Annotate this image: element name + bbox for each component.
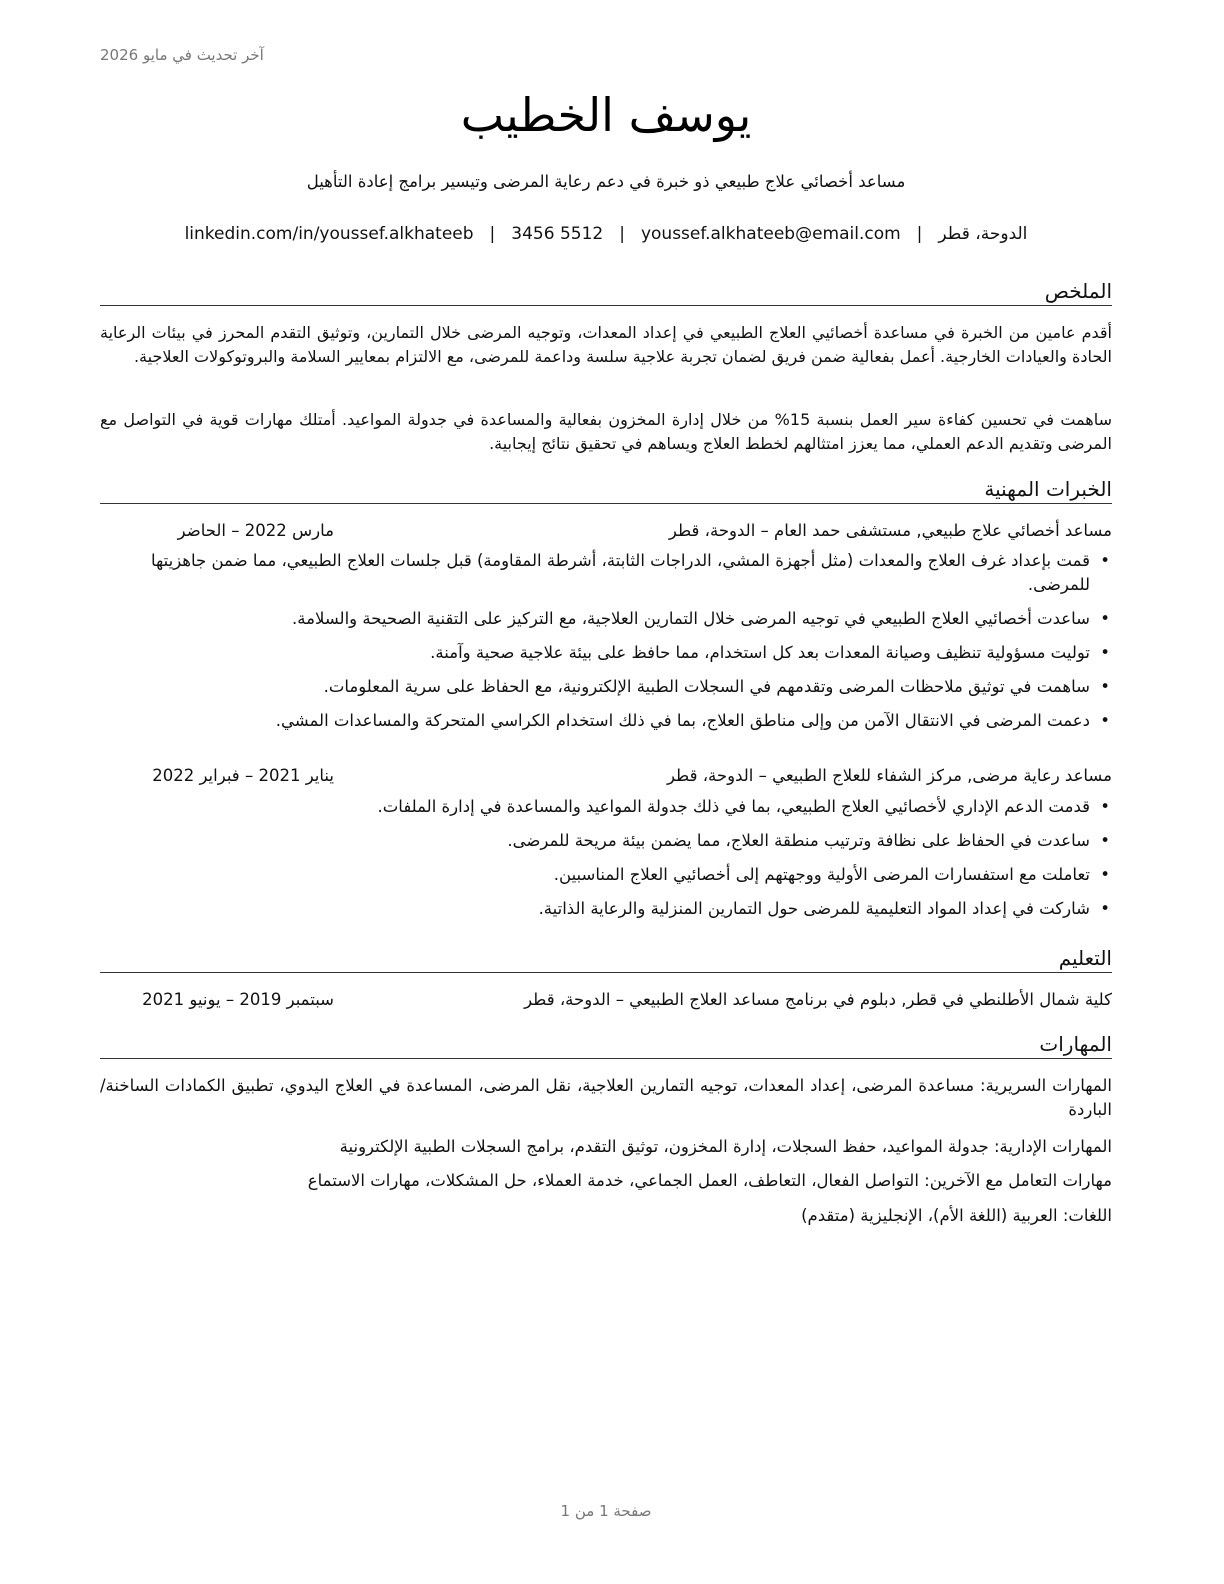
bullet-icon: • [1100, 831, 1110, 850]
skills-heading: المهارات [100, 1031, 1112, 1059]
job-dates: مارس 2022 – الحاضر [177, 521, 334, 540]
bullet-text: دعمت المرضى في الانتقال الآمن من وإلى مناطق العلاج، بما في ذلك استخدام الكراسي المتحركة والمساعدات المشي. [275, 711, 1090, 730]
list-item [100, 675, 1112, 699]
job-bullets [100, 549, 1112, 733]
bullet-icon: • [1100, 899, 1110, 918]
summary-paragraph: أقدم عامين من الخبرة في مساعدة أخصائيي العلاج الطبيعي في إعداد المعدات، وتوجيه المرضى خلال التمارين، وتوثيق التقدم المحرز في بيئات الرعاية الحادة والعيادات الخارجية. أعمل بفعالية ضمن فريق لضمان تجربة علاجية سلسة وداعمة للمرضى، مع الالتزام بمعايير السلامة والبروتوكولات العلاجية. [100, 323, 1112, 366]
bullet-icon: • [1100, 609, 1110, 628]
job-bullets [100, 795, 1112, 921]
education-heading: التعليم [100, 945, 1112, 973]
list-item [100, 709, 1112, 733]
contact-phone: 3456 5512 [511, 224, 604, 244]
skills-line: المهارات الإدارية: جدولة المواعيد، حفظ السجلات، إدارة المخزون، توثيق التقدم، برامج السجلات الطبية الإلكترونية [339, 1137, 1112, 1156]
last-updated: آخر تحديث في مايو 2026 [100, 46, 264, 64]
bullet-icon: • [1100, 551, 1110, 570]
skills-line: مهارات التعامل مع الآخرين: التواصل الفعال، التعاطف، العمل الجماعي، خدمة العملاء، حل المشكلات، مهارات الاستماع [307, 1171, 1112, 1190]
bullet-icon: • [1100, 797, 1110, 816]
list-item [100, 829, 1112, 853]
bullet-text: تعاملت مع استفسارات المرضى الأولية ووجهتهم إلى أخصائيي العلاج المناسبين. [553, 865, 1090, 884]
list-item [100, 641, 1112, 665]
page-number: صفحة 1 من 1 [560, 1502, 652, 1520]
job-title: مساعد رعاية مرضى, مركز الشفاء للعلاج الطبيعي – الدوحة، قطر [666, 766, 1112, 785]
job-title: مساعد أخصائي علاج طبيعي, مستشفى حمد العام – الدوحة، قطر [668, 521, 1112, 540]
education-dates: سبتمبر 2019 – يونيو 2021 [142, 990, 334, 1009]
contact-separator: | [619, 224, 625, 244]
contact-linkedin[interactable]: linkedin.com/in/youssef.alkhateeb [184, 224, 474, 244]
resume-page [100, 0, 1112, 1584]
candidate-name: يوسف الخطيب [460, 88, 752, 142]
skills-line: المهارات السريرية: مساعدة المرضى، إعداد المعدات، توجيه التمارين العلاجية، نقل المرضى، المساعدة في العلاج اليدوي، تطبيق الكمادات الساخنة/الباردة [100, 1076, 1112, 1119]
bullet-text: شاركت في إعداد المواد التعليمية للمرضى حول التمارين المنزلية والرعاية الذاتية. [538, 899, 1090, 918]
list-item [100, 549, 1112, 597]
bullet-text: ساهمت في توثيق ملاحظات المرضى وتقدمهم في السجلات الطبية الإلكترونية، مع الحفاظ على سرية المعلومات. [323, 677, 1090, 696]
bullet-text: ساعدت في الحفاظ على نظافة وترتيب منطقة العلاج، مما يضمن بيئة مريحة للمرضى. [507, 831, 1090, 850]
job-dates: يناير 2021 – فبراير 2022 [152, 766, 334, 785]
skills-line: اللغات: العربية (اللغة الأم)، الإنجليزية (متقدم) [801, 1206, 1112, 1225]
bullet-icon: • [1100, 643, 1110, 662]
contact-separator: | [489, 224, 496, 244]
job-header [100, 519, 1112, 543]
tagline: مساعد أخصائي علاج طبيعي ذو خبرة في دعم رعاية المرضى وتيسير برامج إعادة التأهيل [306, 172, 906, 191]
education-title: كلية شمال الأطلنطي في قطر, دبلوم في برنامج مساعد العلاج الطبيعي – الدوحة، قطر [524, 990, 1112, 1009]
bullet-text: قمت بإعداد غرف العلاج والمعدات (مثل أجهزة المشي، الدراجات الثابتة، أشرطة المقاومة) قبل جلسات العلاج الطبيعي، مما ضمن جاهزيتها للمرضى. [150, 551, 1090, 594]
bullet-text: قدمت الدعم الإداري لأخصائيي العلاج الطبيعي، بما في ذلك جدولة المواعيد والمساعدة في إدارة الملفات. [377, 797, 1090, 816]
contact-email[interactable]: youssef.alkhateeb@email.com [640, 224, 901, 244]
experience-heading: الخبرات المهنية [100, 476, 1112, 504]
list-item [100, 607, 1112, 631]
contact-location: الدوحة، قطر [938, 224, 1028, 244]
list-item [100, 897, 1112, 921]
education-header [100, 988, 1112, 1012]
list-item [100, 795, 1112, 819]
bullet-icon: • [1100, 865, 1110, 884]
contact-line [100, 224, 1112, 244]
summary-paragraph: ساهمت في تحسين كفاءة سير العمل بنسبة 15% من خلال إدارة المخزون بفعالية والمساعدة في جدولة المواعيد. أمتلك مهارات قوية في التواصل مع المرضى وتقديم الدعم العملي، مما يعزز امتثالهم لخطط العلاج ويساهم في تحقيق نتائج إيجابية. [100, 410, 1112, 453]
list-item [100, 863, 1112, 887]
bullet-icon: • [1100, 711, 1110, 730]
bullet-icon: • [1100, 677, 1110, 696]
contact-separator: | [916, 224, 923, 244]
bullet-text: توليت مسؤولية تنظيف وصيانة المعدات بعد كل استخدام، مما حافظ على بيئة علاجية صحية وآمنة. [430, 643, 1090, 662]
bullet-text: ساعدت أخصائيي العلاج الطبيعي في توجيه المرضى خلال التمارين العلاجية، مع التركيز على التقنية الصحيحة والسلامة. [292, 609, 1090, 628]
job-header [100, 764, 1112, 788]
summary-heading: الملخص [100, 278, 1112, 306]
